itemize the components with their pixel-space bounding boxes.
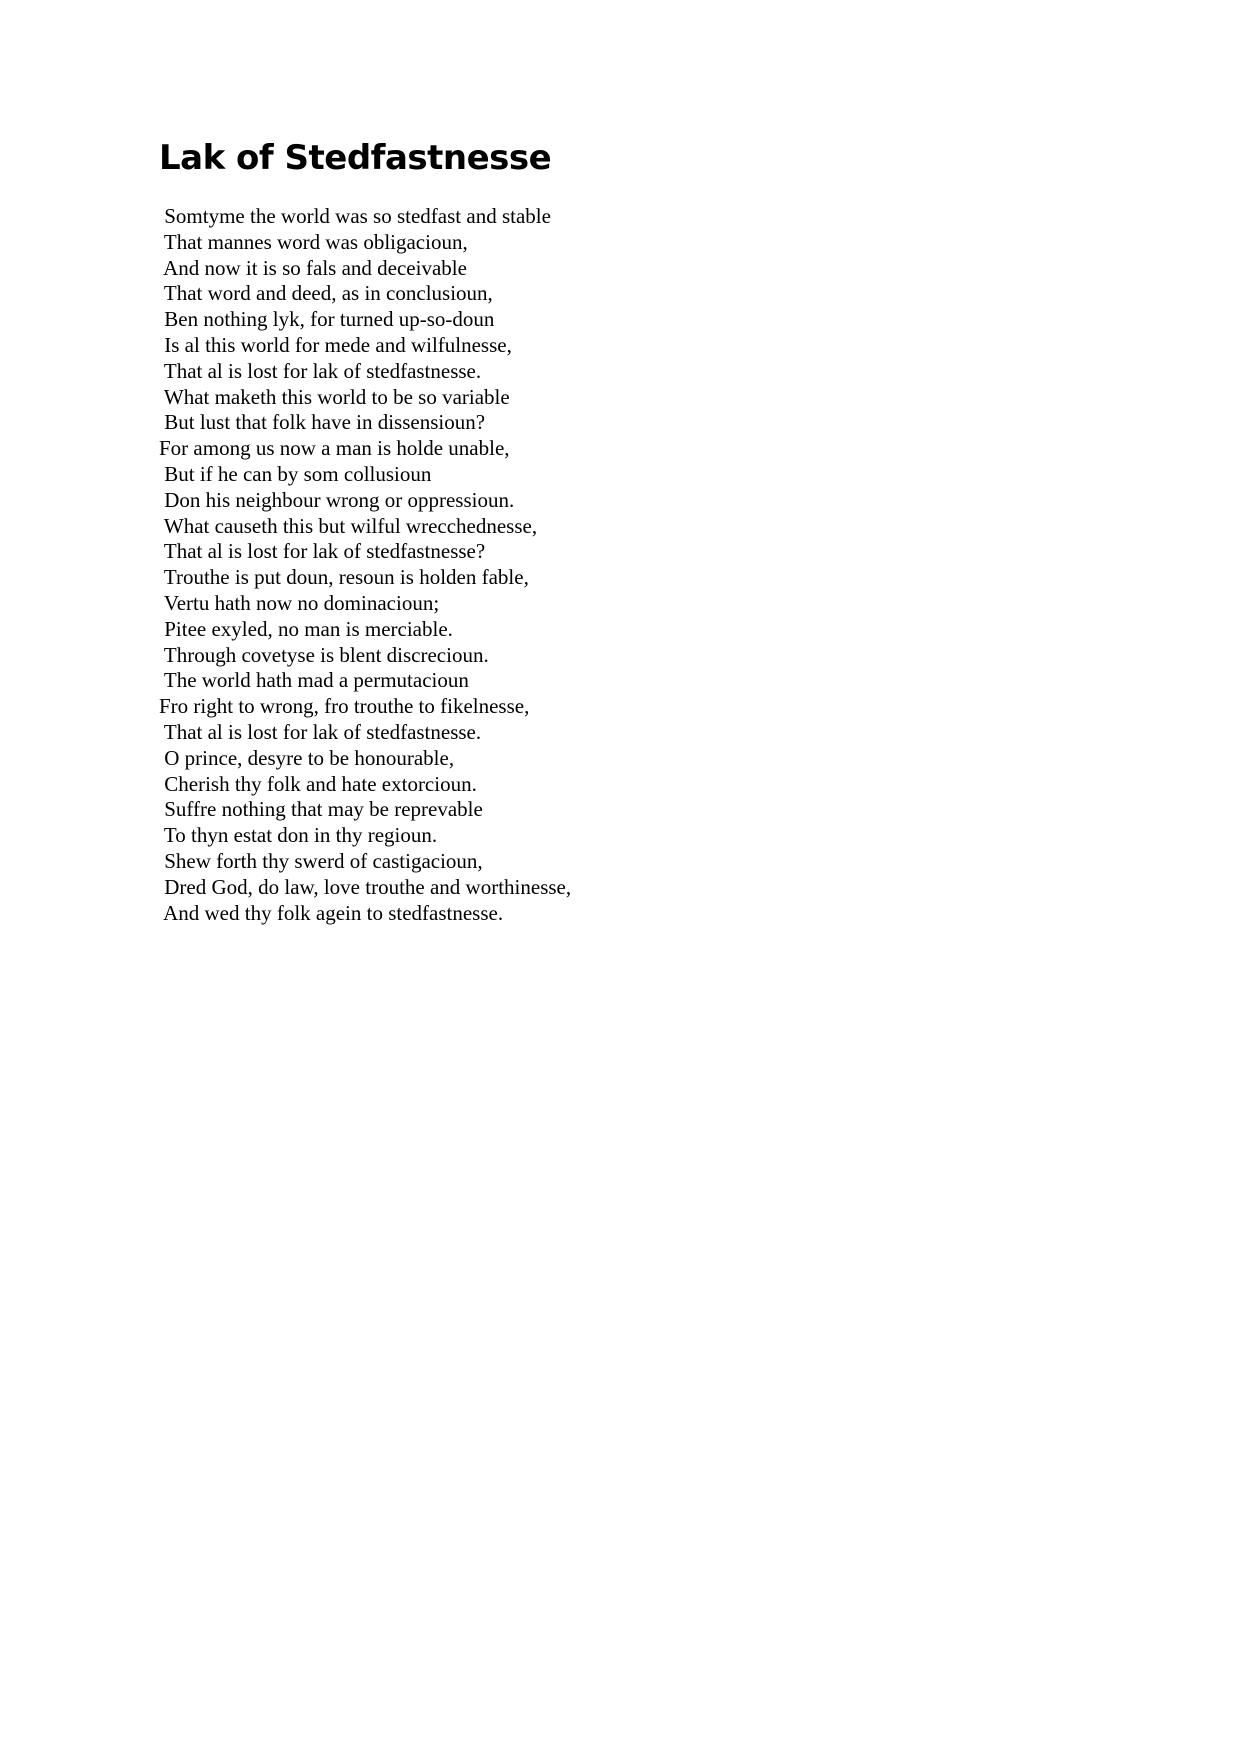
- poem-line: But lust that folk have in dissensioun?: [159, 410, 486, 435]
- poem-line: What causeth this but wilful wrecchednesse,: [159, 513, 538, 538]
- poem-line: Cherish thy folk and hate extorcioun.: [159, 771, 477, 796]
- poem-line: That al is lost for lak of stedfastnesse.: [159, 719, 482, 744]
- poem-line: Through covetyse is blent discrecioun.: [159, 642, 489, 667]
- poem-line: Dred God, do law, love trouthe and worthinesse,: [159, 874, 572, 899]
- poem-line: Trouthe is put doun, resoun is holden fable,: [159, 565, 529, 590]
- poem-line: O prince, desyre to be honourable,: [159, 745, 455, 770]
- poem-body: [159, 204, 571, 926]
- poem-line: Is al this world for mede and wilfulnesse,: [159, 332, 512, 357]
- poem-line: To thyn estat don in thy regioun.: [159, 823, 438, 848]
- poem-line: Suffre nothing that may be reprevable: [159, 797, 483, 822]
- poem-line: Ben nothing lyk, for turned up-so-doun: [159, 307, 495, 332]
- poem-line: But if he can by som collusioun: [159, 461, 432, 486]
- poem-line: That word and deed, as in conclusioun,: [159, 281, 493, 306]
- poem-line: And now it is so fals and deceivable: [159, 255, 467, 280]
- poem-line: The world hath mad a permutacioun: [159, 668, 469, 693]
- poem-line: That al is lost for lak of stedfastnesse?: [159, 539, 486, 564]
- poem-line: And wed thy folk agein to stedfastnesse.: [159, 900, 504, 925]
- poem-line: What maketh this world to be so variable: [159, 384, 510, 409]
- poem-line: Fro right to wrong, fro trouthe to fikelnesse,: [159, 694, 530, 719]
- poem-title: Lak of Stedfastnesse: [159, 138, 552, 178]
- poem-line: Vertu hath now no dominacioun;: [159, 590, 440, 615]
- poem-line: Shew forth thy swerd of castigacioun,: [159, 848, 483, 873]
- poem-line: That al is lost for lak of stedfastnesse.: [159, 358, 482, 383]
- poem-line: Pitee exyled, no man is merciable.: [159, 616, 453, 641]
- poem-line: Somtyme the world was so stedfast and stable: [159, 204, 551, 228]
- poem-line: For among us now a man is holde unable,: [159, 436, 510, 461]
- poem-line: That mannes word was obligacioun,: [159, 229, 468, 254]
- poem-line: Don his neighbour wrong or oppressioun.: [159, 487, 515, 512]
